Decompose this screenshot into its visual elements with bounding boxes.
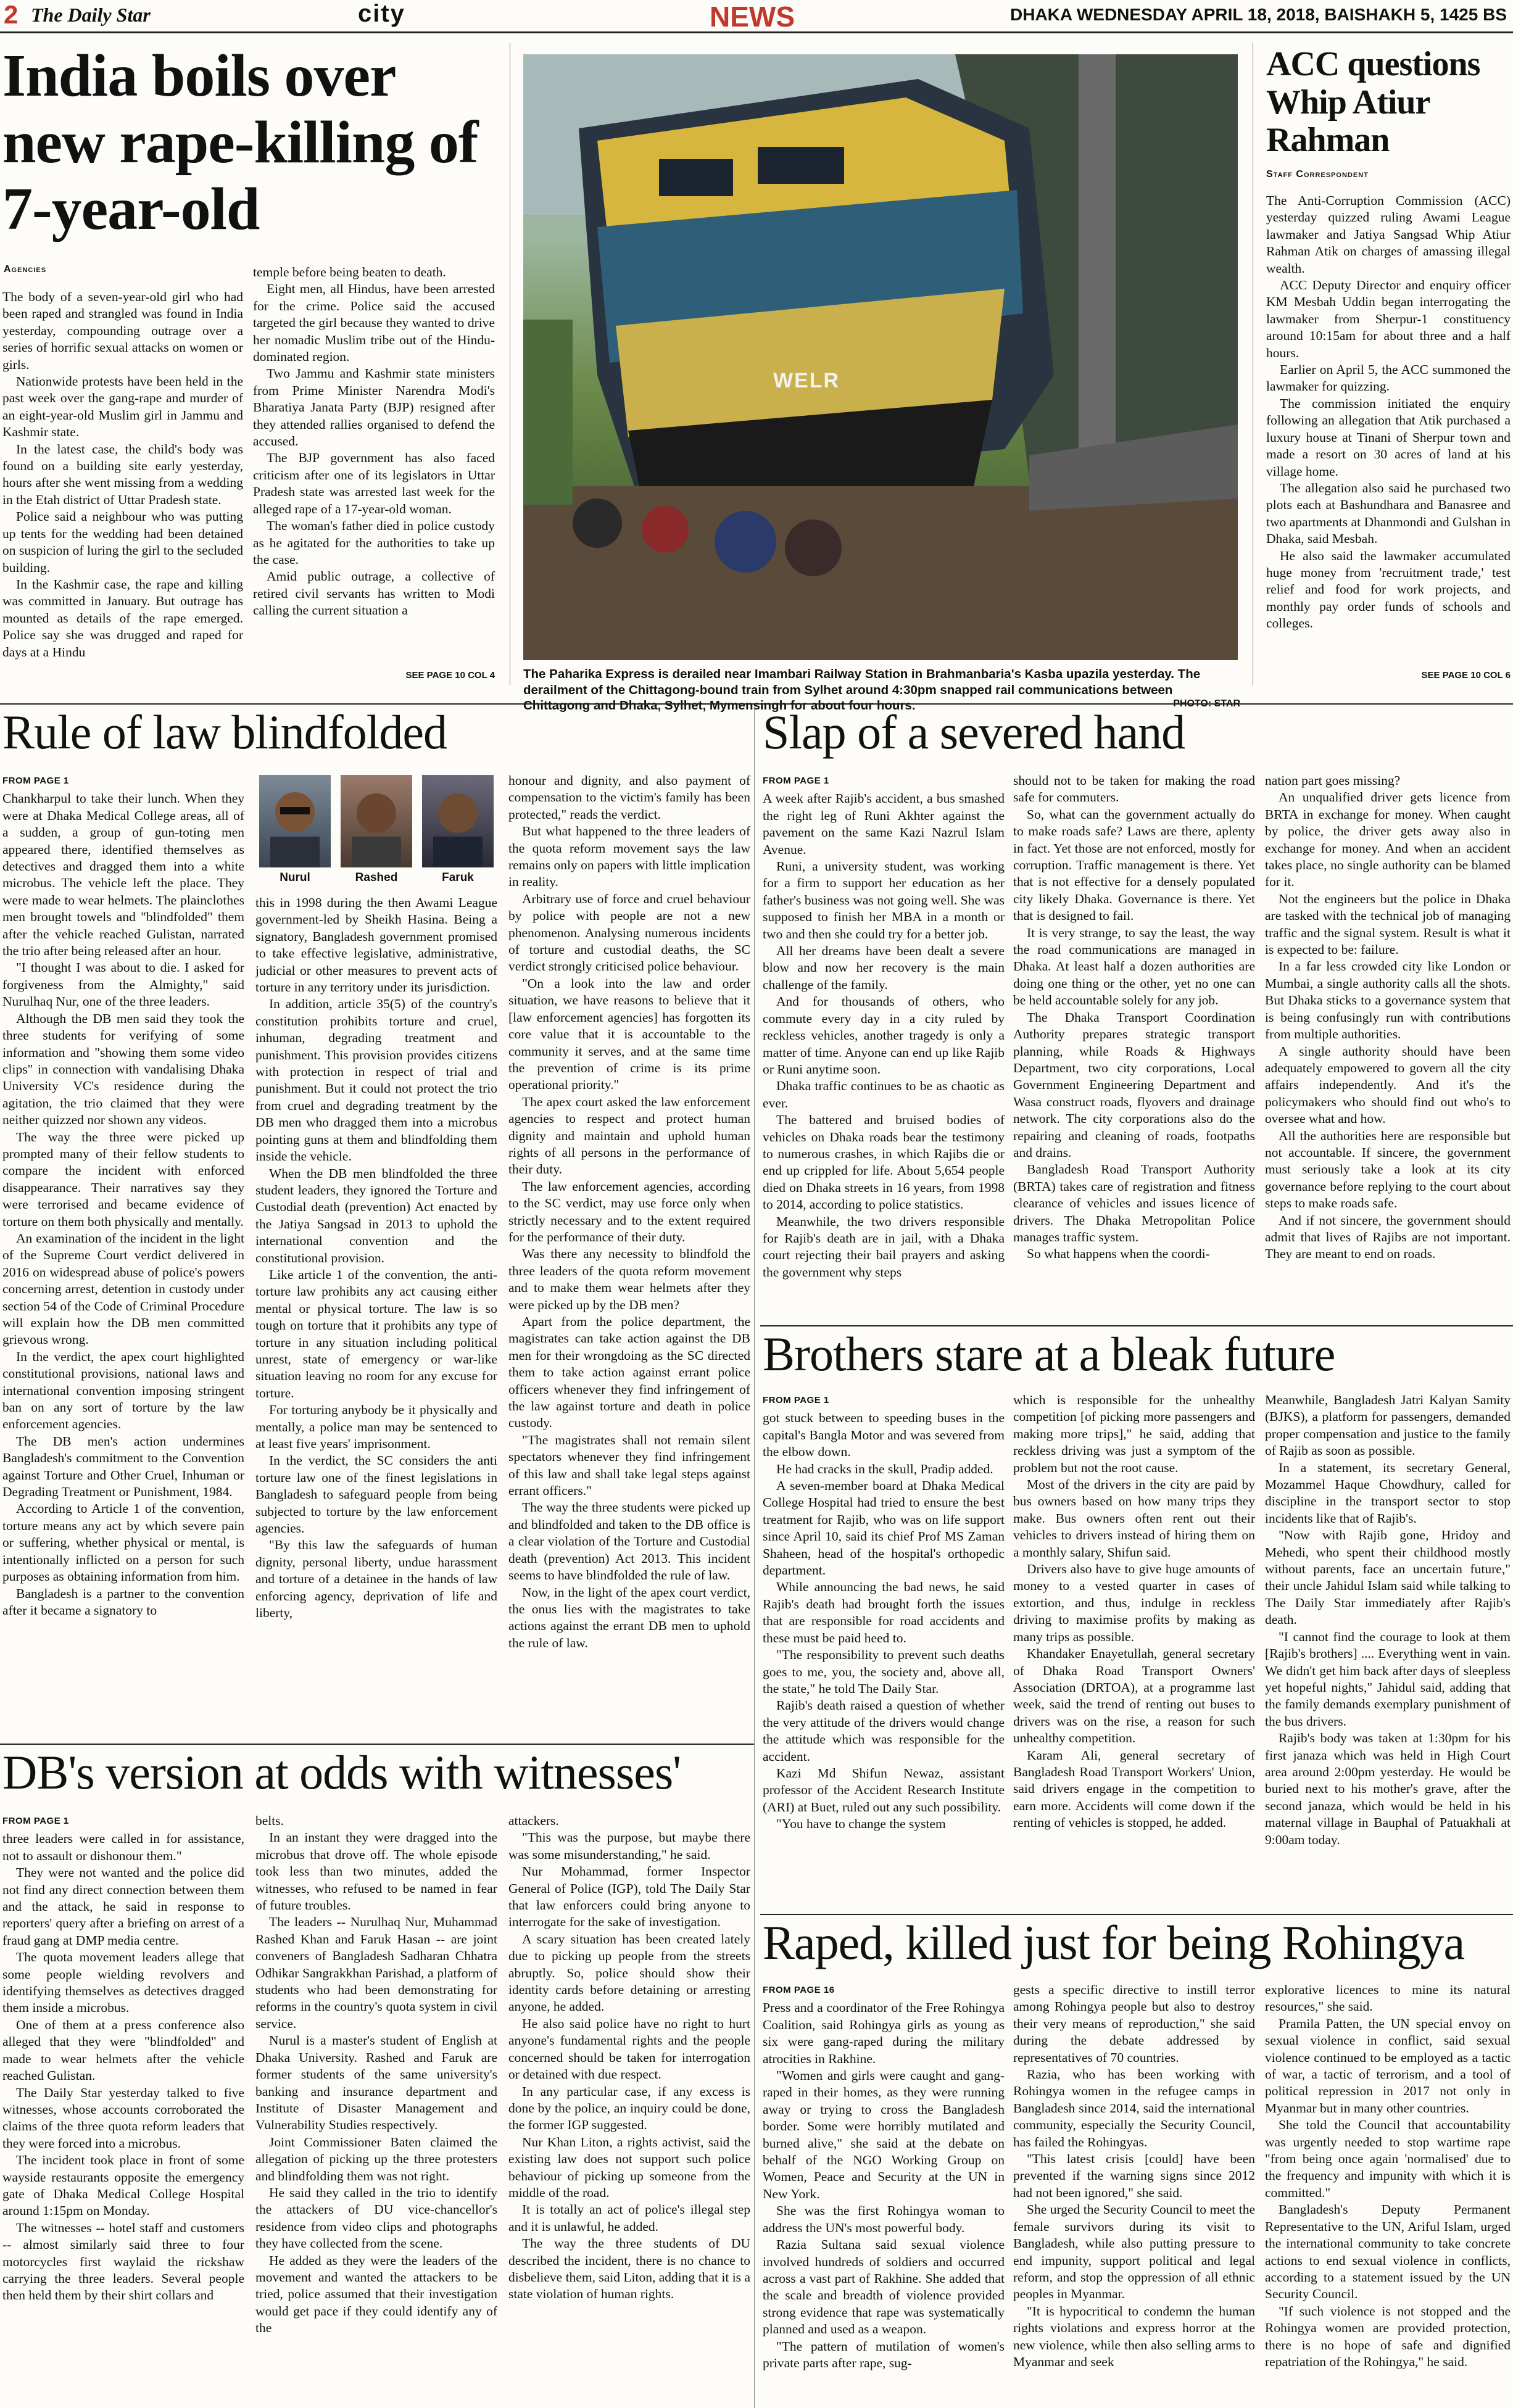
paragraph: So, what can the government actually do to make roads safe? Laws are there, aplenty in fact. Yet those are not enforced, mostly for corruption. Traffic management is there. Yet that is not effective for a densely populated city likely Dhaka. Governance is there. Yet that is designed to fail. <box>1013 806 1255 924</box>
paragraph: Pramila Patten, the UN special envoy on sexual violence in conflict, said sexual violence continued to be employed as a tactic of war, a tactic of terrorism, and a tool of political repression in 2017 not only in Myanmar but in many other countries. <box>1265 2016 1511 2116</box>
paragraph: "Women and girls were caught and gang-raped in their homes, as they were running away or trying to cross the Bangladesh border. Some were horribly mutilated and burned alive," she said at the debate on behalf of the NGO Working Group on Women, Peace and Security at the UN in New York. <box>763 2068 1005 2201</box>
paragraph: Rajib's body was taken at 1:30pm for his first janaza which was held in High Court area around 2:00pm yesterday. He would be buried next to his mother's grave, after the second janaza, which would be held in his maternal village in Bauphal of Patuakhali at 9:00am today. <box>1265 1731 1511 1847</box>
paragraph: The way the three students were picked up and blindfolded and taken to the DB office is a clear violation of the Torture and Custodial death (prevention) Act 2013. This incident seems to have blindfolded the rule of law. <box>508 1500 750 1583</box>
section-divider <box>760 1325 1513 1326</box>
paragraph: And if not sincere, the government should admit that lives of Rajibs are not important. They are meant to end on roads. <box>1265 1212 1511 1262</box>
paragraph: Kazi Md Shifun Newaz, assistant professor of the Accident Research Institute (ARI) at Buet, ruled out any such possibility. <box>763 1765 1005 1814</box>
paragraph: Most of the drivers in the city are paid by bus owners based on how many trips they make. Bus owners often rent out their vehicles to drivers instead of hiring them on a monthly salary, Shifun said. <box>1013 1477 1255 1560</box>
paragraph: Drivers also have to give huge amounts of money to a vested quarter in cases of extortion, and thus, indulge in reckless driving to maximise profits by making as many trips as possible. <box>1013 1562 1255 1644</box>
paragraph: belts. <box>255 1813 284 1828</box>
from-page-label: FROM PAGE 1 <box>763 1395 829 1405</box>
paragraph: He also said the lawmaker accumulated huge money from 'recruitment trade,' test relief and food for work projects, and monthly pay order funds of schools and colleges. <box>1266 548 1511 631</box>
paragraph: three leaders were called in for assistance, not to assault or dishonour them." <box>2 1831 244 1863</box>
paragraph: She told the Council that accountability was urgently needed to stop wartime rape "from being once again 'normalised' due to the frequency and impunity with which it is committed." <box>1265 2117 1511 2200</box>
dateline: DHAKA WEDNESDAY APRIL 18, 2018, BAISHAKH 5, 1425 BS <box>1010 5 1507 24</box>
acc-headline: ACC questions Whip Atiur Rahman <box>1266 45 1480 160</box>
photo-rashed <box>341 775 412 867</box>
slap-column-2 <box>1013 772 1255 1318</box>
paragraph: Was there any necessity to blindfold the three leaders of the quota reform movement and to make them wear helmets after they were picked up by the DB men? <box>508 1246 750 1312</box>
paragraph: The Anti-Corruption Commission (ACC) yesterday quizzed ruling Awami League lawmaker and Jatiya Sangsad Whip Atiur Rahman Atik on charges of amassing illegal wealth. <box>1266 193 1511 276</box>
paragraph: nation part goes missing? <box>1265 773 1401 788</box>
photo-name-rashed: Rashed <box>355 871 398 884</box>
paragraph: The Daily Star yesterday talked to five witnesses, whose accounts corroborated the claims of the three quota reform leaders that they were forced into a microbus. <box>2 2085 244 2151</box>
section-divider <box>0 703 1513 705</box>
india-continued[interactable]: SEE PAGE 10 COL 4 <box>405 670 495 681</box>
paragraph: Nurul is a master's student of English at Dhaka University. Rashed and Faruk are former students of the same university's banking and insurance department and Institute of Disaster Management and Vulnerability Studies respectively. <box>255 2033 497 2133</box>
rule-column-1 <box>2 772 244 1735</box>
paragraph: In the verdict, the apex court highlighted constitutional provisions, national laws and international convention imposing stringent ban on any sort of torture by the law enforcement agencies. <box>2 1349 244 1432</box>
paragraph: The apex court asked the law enforcement agencies to respect and protect human dignity and maintain and uphold human rights of all persons in the performance of their duty. <box>508 1094 750 1177</box>
section-label: city <box>358 0 405 27</box>
paragraph: "You have to change the system <box>776 1816 946 1832</box>
paragraph: "If such violence is not stopped and the Rohingya women are provided protection, there is no hope of safe and dignified repatriation of the Rohingya," he said. <box>1265 2303 1511 2369</box>
paragraph: temple before being beaten to death. <box>253 265 446 279</box>
india-headline: India boils over new rape-killing of 7-year-old <box>2 43 478 242</box>
paragraph: Although the DB men said they took the three students for verifying of some information and "showing them some video clips" in connection with vandalising Dhaka University VC's residence during the agitation, the trio claimed that they were neither quizzed nor shown any videos. <box>2 1011 244 1128</box>
paragraph: The way the three students of DU described the incident, there is no chance to disbelieve them, said Liton, adding that it is a state violation of human rights. <box>508 2236 750 2302</box>
paragraph: Razia, who has been working with Rohingya women in the refugee camps in Bangladesh since 2014, said the international community, especially the Security Council, has failed the Rohingyas. <box>1013 2067 1255 2149</box>
paragraph: So what happens when the coordi- <box>1027 1246 1210 1262</box>
paragraph: "By this law the safeguards of human dignity, personal liberty, undue harassment and torture of a detainee in the hands of law enforcing agency, deprivation of life and liberty, <box>255 1537 497 1621</box>
india-column-2 <box>253 264 495 671</box>
paragraph: They were not wanted and the police did not find any direct connection between them and the attack, he said in response to reporters' query after a briefing on arrest of a fraud gang at DMP media centre. <box>2 1865 244 1948</box>
paragraph: And for thousands of others, who commute every day in a city ruled by reckless vehicles, another tragedy is only a matter of time. Anyone can end up like Rajib or Runi anytime soon. <box>763 994 1005 1077</box>
db-headline: DB's version at odds with witnesses' <box>2 1745 681 1799</box>
paragraph: "The responsibility to prevent such deaths goes to me, you, the society and, above all, the state," he told The Daily Star. <box>763 1647 1005 1696</box>
paragraph: ACC Deputy Director and enquiry officer KM Mesbah Uddin began interrogating the lawmaker from Sherpur-1 constituency around 10:15am for about three and a half hours. <box>1266 278 1511 360</box>
paragraph: Apart from the police department, the magistrates can take action against the DB men for their wrongdoing as the SC directed them to take action against errant police officers whenever they find infringement of the law against torture and death in police custody. <box>508 1314 750 1431</box>
paragraph: Meanwhile, the two drivers responsible for Rajib's death are in jail, with a Dhaka court rejecting their bail prayers and asking the government why steps <box>763 1214 1005 1280</box>
paragraph: The witnesses -- hotel staff and customers -- almost similarly said three to four motorcycles first waylaid the rickshaw carrying the three leaders. Several people then held them by their shirt collars and <box>2 2220 244 2303</box>
paragraph: In a far less crowded city like London or Mumbai, a single authority calls all the shots. But Dhaka sticks to a governance system that is being confusingly run with contributions from multiple authorities. <box>1265 959 1511 1042</box>
paragraph: A scary situation has been created lately due to picking up people from the streets abruptly. So, police should show their identity cards before detaining or arresting anyone, he added. <box>508 1931 750 2014</box>
paragraph: Joint Commissioner Baten claimed the allegation of picking up the three protesters and blindfolding them was not right. <box>255 2134 497 2183</box>
acc-body <box>1266 192 1511 668</box>
paragraph: One of them at a press conference also alleged that they were "blindfolded" and made to wear helmets after the vehicle reached Gulistan. <box>2 2017 244 2083</box>
paragraph: He also said police have no right to hurt anyone's fundamental rights and the people concerned should be taken for interrogation or detained with due respect. <box>508 2016 750 2082</box>
db-column-1 <box>2 1813 244 2405</box>
paragraph: He had cracks in the skull, Pradip added. <box>776 1461 993 1476</box>
paragraph: Now, in the light of the apex court verdict, the onus lies with the magistrates to take actions against the errant DB men to uphold the rule of law. <box>508 1584 750 1650</box>
paragraph: For torturing anybody be it physically and mentally, a police man may be sentenced to at least five years' imprisonment. <box>255 1402 497 1451</box>
paragraph: The body of a seven-year-old girl who had been raped and strangled was found in India yesterday, compounding outrage over a series of horrific sexual attacks on women or girls. <box>2 289 243 372</box>
paragraph: In addition, article 35(5) of the country's constitution prohibits torture and cruel, inhuman, degrading treatment and punishment. This provision provides citizens with protection in respect of trial and punishment. But it could not protect the trio from cruel and degrading treatment by the DB men who dragged them into a microbus pointing guns at them and blindfolding them inside the vehicle. <box>255 996 497 1164</box>
paragraph: which is responsible for the unhealthy competition [of picking more passengers and making more trips]," he said, adding that reckless driving was just a symptom of the problem but not the root cause. <box>1013 1392 1255 1475</box>
db-column-2 <box>255 1813 497 2405</box>
paragraph: Bangladesh's Deputy Permanent Representative to the UN, Ariful Islam, urged the international community to take concrete actions to end sexual violence in conflicts, according to a statement issued by the UN Security Council. <box>1265 2202 1511 2302</box>
rohingya-headline: Raped, killed just for being Rohingya <box>763 1916 1465 1969</box>
paragraph: Bangladesh is a partner to the convention after it became a signatory to <box>2 1586 244 1618</box>
page-number: 2 <box>4 0 19 29</box>
paragraph: Amid public outrage, a collective of retired civil servants has written to Modi calling the current situation a <box>253 569 495 618</box>
paragraph: An examination of the incident in the light of the Supreme Court verdict delivered in 2016 on widespread abuse of police's powers concerning arrest, detention in custody under section 54 of the Code of Criminal Procedure will explain how the DB men committed grievous wrong. <box>2 1230 244 1347</box>
paragraph: "I thought I was about to die. I asked for forgiveness from the Almighty," said Nurulhaq Nur, one of the three leaders. <box>2 960 244 1009</box>
rule-column-2 <box>255 895 497 1735</box>
student-photos <box>255 775 499 892</box>
paragraph: The way the three were picked up prompted many of their fellow students to compare the incident with enforced disappearance. Their narratives say they were terrorised and became evidence of torture on them both physically and mentally. <box>2 1129 244 1229</box>
rule-headline: Rule of law blindfolded <box>2 705 447 759</box>
paragraph: should not to be taken for making the road safe for commuters. <box>1013 773 1255 805</box>
paragraph: He added as they were the leaders of the movement and wanted the attackers to be tried, police assumed that their investigation would get pace if they could identify any of the <box>255 2253 497 2336</box>
paragraph: In any particular case, if any excess is done by the police, an inquiry could be done, the former IGP suggested. <box>508 2083 750 2133</box>
paragraph: The law enforcement agencies, according to the SC verdict, may use force only when strictly necessary and to the extent required for the performance of their duty. <box>508 1178 750 1244</box>
paragraph: An unqualified driver gets licence from BRTA in exchange for money. When caught by police, the driver gets away also in exchange for money. And when an accident takes place, no single authority can be blamed for it. <box>1265 790 1511 890</box>
rohingya-column-1 <box>763 1982 1005 2405</box>
from-page-label: FROM PAGE 1 <box>2 776 69 786</box>
paragraph: The leaders -- Nurulhaq Nur, Muhammad Rashed Khan and Faruk Hasan -- are joint conveners of Bangladesh Sadharan Chhatra Odhikar Sangrakkhan Parishad, a platform of students who had been demonstrating for reforms in the country's quota system in civil service. <box>255 1914 497 2031</box>
section-center: NEWS <box>710 1 795 33</box>
paragraph: Meanwhile, Bangladesh Jatri Kalyan Samity (BJKS), a platform for passengers, demanded proper compensation and justice to the family of Rajib as soon as possible. <box>1265 1392 1511 1458</box>
from-page-label: FROM PAGE 1 <box>2 1816 69 1826</box>
paragraph: Khandaker Enayetullah, general secretary of Dhaka Road Transport Owners' Association (DRTOA), at a programme last week, said the trend of renting out buses to drivers was on the rise, a reason for such unhealthy competition. <box>1013 1646 1255 1746</box>
paragraph: honour and dignity, and also payment of compensation to the victim's family has been protected," reads the verdict. <box>508 773 750 822</box>
paragraph: The commission initiated the enquiry following an allegation that Atik purchased a luxury house at Tinani of Sherpur town and made a resort on 30 acres of land at his village home. <box>1266 395 1511 479</box>
paragraph: "On a look into the law and order situation, we have reasons to believe that it [law enforcement agencies] has forgotten its core value that it is accountable to the community it serves, and at the same time the prevention of crime is its prime operational priority." <box>508 975 750 1093</box>
brothers-column-1 <box>763 1392 1005 1904</box>
paragraph: Dhaka traffic continues to be as chaotic as ever. <box>763 1078 1005 1111</box>
paragraph: While announcing the bad news, he said Rajib's death had brought forth the issues that are responsible for road accidents and these must be paid heed to. <box>763 1579 1005 1645</box>
slap-headline: Slap of a severed hand <box>763 705 1185 759</box>
paragraph: All the authorities here are responsible but not accountable. If sincere, the government must seriously take a look at its city governance before replying to the court about steps to make roads safe. <box>1265 1128 1511 1211</box>
brothers-column-2 <box>1013 1392 1255 1904</box>
paragraph: A seven-member board at Dhaka Medical College Hospital had tried to ensure the best treatment for Rajib, who was on life support since April 10, said its chief Prof MS Zaman Shaheen, head of the hospital's orthopedic department. <box>763 1478 1005 1578</box>
slap-column-3 <box>1265 772 1511 1318</box>
paragraph: She was the first Rohingya woman to address the UN's most powerful body. <box>763 2203 1005 2235</box>
paragraph: Runi, a university student, was working for a firm to support her education as her father's business was not going well. She was supposed to finish her MBA in a month or two and then she could try for a better job. <box>763 859 1005 941</box>
paragraph: It is totally an act of police's illegal step and it is unlawful, he added. <box>508 2202 750 2234</box>
paragraph: A week after Rajib's accident, a bus smashed the right leg of Runi Akhter against the pavement on the same Kazi Nazrul Islam Avenue. <box>763 791 1005 857</box>
paragraph: Nationwide protests have been held in the past week over the gang-rape and murder of an eight-year-old Muslim girl in Jammu and Kashmir state. <box>2 374 243 440</box>
paragraph: The Dhaka Transport Coordination Authority prepares strategic transport planning, while Roads & Highways Department, two city corporations, Local Government Engineering Department and Wasa construct roads, flyovers and drainage network. The city corporations also do the repairing and cleaning of roads, footpaths and drains. <box>1013 1009 1255 1160</box>
rohingya-column-3 <box>1265 1982 1511 2405</box>
paragraph: explorative licences to mine its natural resources," she said. <box>1265 1982 1511 2014</box>
section-divider <box>760 1914 1513 1915</box>
paragraph: gests a specific directive to instill terror among Rohingya people but also to destroy their very means of reproduction," she said during the debate addressed by representatives of 70 countries. <box>1013 1982 1255 2065</box>
paragraph: "This latest crisis [could] have been prevented if the warning signs since 2012 had not been ignored," she said. <box>1013 2151 1255 2200</box>
paragraph: It is very strange, to say the least, the way the road communications are managed in Dhaka. At least half a dozen authorities are doing one thing or the other, yet no one can be held accountable solely for any job. <box>1013 925 1255 1008</box>
db-column-3 <box>508 1813 750 2405</box>
paragraph: Press and a coordinator of the Free Rohingya Coalition, said Rohingya girls as young as six were gang-raped during the military atrocities in Rakhine. <box>763 2000 1005 2066</box>
paragraph: She urged the Security Council to meet the female survivors during its visit to Bangladesh, while also putting pressure to end impunity, support political and legal reform, and stop the oppression of all ethnic peoples in Myanmar. <box>1013 2202 1255 2302</box>
paragraph: Karam Ali, general secretary of Bangladesh Road Transport Workers' Union, said drivers engage in the competition to earn more. Accidents will come down if the renting of vehicles is stopped, he added. <box>1013 1747 1255 1831</box>
acc-continued[interactable]: SEE PAGE 10 COL 6 <box>1421 670 1511 681</box>
paragraph: Like article 1 of the convention, the anti-torture law prohibits any act causing either mental or physical torture. The law is so tough on torture that it prohibits any type of torture in any situation including political unrest, state of emergency or war-like situation leaving no room for any excuse for torture. <box>255 1267 497 1401</box>
paragraph: Bangladesh Road Transport Authority (BRTA) takes care of registration and fitness clearance of vehicles and issues licence of drivers. The Dhaka Metropolitan Police manages traffic system. <box>1013 1162 1255 1244</box>
portrait-icon <box>341 775 412 867</box>
paragraph: In the latest case, the child's body was found on a building site early yesterday, hours after she went missing from a wedding in the Etah district of Uttar Pradesh state. <box>2 441 243 507</box>
paragraph: Nur Mohammad, former Inspector General of Police (IGP), told The Daily Star that law enforcers could bring anyone to interrogate for the sake of investigation. <box>508 1864 750 1930</box>
paragraph: Eight men, all Hindus, have been arrested for the crime. Police said the accused targeted the girl because they wanted to drive her nomadic Muslim tribe out of the Hindu-dominated region. <box>253 281 495 365</box>
paragraph: Arbitrary use of force and cruel behaviour by police with people are not a new phenomenon. Analysing numerous incidents of torture and custodial deaths, the SC verdict strongly criticised police behaviour. <box>508 891 750 974</box>
paragraph: The DB men's action undermines Bangladesh's commitment to the Convention against Torture and Other Cruel, Inhuman or Degrading Treatment or Punishment, 1984. <box>2 1433 244 1500</box>
paragraph: In an instant they were dragged into the microbus that drove off. The whole episode took less than two minutes, added the witnesses, who refused to be named in fear of future troubles. <box>255 1830 497 1913</box>
locomotive-label: WELR <box>773 369 840 392</box>
paragraph: "The magistrates shall not remain silent spectators whenever they find infringement of this law and shall take legal steps against errant officers." <box>508 1432 750 1499</box>
paragraph: In the verdict, the SC considers the anti torture law one of the finest legislations in Bangladesh to safeguard people from being subjected to torture by the law enforcement agencies. <box>255 1453 497 1536</box>
paragraph: But what happened to the three leaders of the quota reform movement says the law remains only on papers with little implication in reality. <box>508 824 750 890</box>
paragraph: Rajib's death raised a question of whether the very attitude of the drivers would change the attitude which was responsible for the accident. <box>763 1698 1005 1764</box>
paragraph: Nur Khan Liton, a rights activist, said the existing law does not support such police behaviour of picking up someone from the middle of the road. <box>508 2134 750 2200</box>
from-page-label: FROM PAGE 1 <box>763 776 829 786</box>
paragraph: Razia Sultana said sexual violence involved hundreds of soldiers and occurred across a vast part of Rakhine. She added that the scale and breadth of violence provided strong evidence that rape was systematically planned and used as a weapon. <box>763 2237 1005 2337</box>
paragraph: "The pattern of mutilation of women's private parts after rape, sug- <box>763 2338 1005 2370</box>
rohingya-column-2 <box>1013 1982 1255 2405</box>
acc-byline: Staff Correspondent <box>1266 169 1369 180</box>
derailed-train-illustration <box>523 54 1238 660</box>
paragraph: Not the engineers but the police in Dhaka are tasked with the technical job of managing traffic and the signal system. Result is what it is expected to be: failure. <box>1265 891 1511 958</box>
paragraph: Police said a neighbour who was putting up tents for the wedding had been detained on suspicion of luring the girl to the secluded building. <box>2 509 243 575</box>
paragraph: this in 1998 during the then Awami League government-led by Sheikh Hasina. Being a signatory, Bangladesh government promised to take effective legislative, administrative, judicial or other measures to prevent acts of torture in any territory under its jurisdiction. <box>255 895 497 995</box>
paragraph: He said they called in the trio to identify the attackers of DU vice-chancellor's residence from video clips and photographs they have collected from the scene. <box>255 2185 497 2251</box>
slap-column-1 <box>763 772 1005 1318</box>
masthead <box>0 0 1513 33</box>
paragraph: Earlier on April 5, the ACC summoned the lawmaker for quizzing. <box>1266 362 1511 394</box>
brothers-headline: Brothers stare at a bleak future <box>763 1327 1335 1381</box>
column-divider <box>754 707 755 2408</box>
photo-nurul <box>259 775 331 867</box>
paragraph: got stuck between to speeding buses in the capital's Bangla Motor and was severed from the elbow down. <box>763 1410 1005 1460</box>
paragraph: The woman's father died in police custody as he agitated for the authorities to take up the case. <box>253 518 495 567</box>
paragraph: "I cannot find the courage to look at them [Rajib's brothers] .... Everything went in vain. We didn't get him back after days of sleepless yet hopeful nights," Jahidul said, adding that the family demands exemplary punishment of the bus drivers. <box>1265 1629 1511 1729</box>
brothers-column-3 <box>1265 1392 1511 1904</box>
paragraph: "This was the purpose, but maybe there was some misunderstanding," he said. <box>508 1830 750 1862</box>
india-byline: Agencies <box>4 264 47 275</box>
section-divider <box>0 1744 754 1745</box>
paragraph: Two Jammu and Kashmir state ministers from Prime Minister Narendra Modi's Bharatiya Janata Party (BJP) resigned after they attended rallies organised to defend the accused. <box>253 366 495 449</box>
caption-text: The Paharika Express is derailed near Imambari Railway Station in Brahmanbaria's Kasba upazila yesterday. The derailment of the Chittagong-bound train from Sylhet around 4:30pm snapped rail communications between Chittagong and Dhaka, Sylhet, Mymensingh for about four hours. <box>523 667 1201 713</box>
paragraph: "Now with Rajib gone, Hridoy and Mehedi, who spent their childhood mostly without parents, face an uncertain future," their uncle Jahidul Islam said while talking to The Daily Star immediately after Rajib's death. <box>1265 1528 1511 1628</box>
portrait-icon <box>259 775 331 867</box>
paragraph: The allegation also said he purchased two plots each at Bashundhara and Banasree and two apartments at Dhanmondi and Gulshan in Dhaka, said Mesbah. <box>1266 480 1511 547</box>
photo-faruk <box>422 775 494 867</box>
india-column-1 <box>2 289 243 690</box>
from-page-label: FROM PAGE 16 <box>763 1985 835 1995</box>
paragraph: "It is hypocritical to condemn the human rights violations and express horror at the new violence, while then also selling arms to Myanmar and seek <box>1013 2303 1255 2369</box>
paragraph: The BJP government has also faced criticism after one of its legislators in Uttar Pradesh state was arrested last week for the alleged rape of a 17-year-old woman. <box>253 450 495 516</box>
train-photo <box>523 54 1238 660</box>
paragraph: A single authority should have been adequately empowered to govern all the city affairs independently. And it's the policymakers who should find out who's to oversee what and how. <box>1265 1043 1511 1127</box>
paragraph: The quota movement leaders allege that some people wielding revolvers and identifying themselves as detectives dragged them inside a microbus. <box>2 1950 244 2016</box>
paragraph: All her dreams have been dealt a severe blow and now her recovery is the main challenge of the family. <box>763 943 1005 992</box>
paragraph: When the DB men blindfolded the three student leaders, they ignored the Torture and Custodial death (prevention) Act enacted by the Jatiya Sangsad in 2013 to uphold the international convention and the constitutional provision. <box>255 1165 497 1265</box>
paragraph: attackers. <box>508 1813 559 1828</box>
paragraph: The incident took place in front of some wayside restaurants opposite the emergency gate of Dhaka Medical College Hospital around 1:15pm on Monday. <box>2 2153 244 2219</box>
paragraph: The battered and bruised bodies of vehicles on Dhaka roads bear the testimony to numerous crashes, in which Rajibs die or end up crippled for life. About 5,654 people died on Dhaka streets in 16 years, from 1998 to 2014, according to police statistics. <box>763 1112 1005 1212</box>
paragraph: In a statement, its secretary General, Mozammel Haque Chowdhury, called for discipline in the transport sector to stop incidents like that of Rajib's. <box>1265 1460 1511 1526</box>
photo-name-faruk: Faruk <box>442 871 474 884</box>
photo-name-nurul: Nurul <box>280 871 310 884</box>
paper-name: The Daily Star <box>31 4 151 26</box>
photo-credit: PHOTO: STAR <box>1173 698 1240 709</box>
rule-column-3 <box>508 772 750 1735</box>
portrait-icon <box>422 775 494 867</box>
paragraph: According to Article 1 of the convention, torture means any act by which severe pain or suffering, whether physical or mental, is intentionally inflicted on a person for such purposes as obtaining information from him. <box>2 1501 244 1584</box>
paragraph: Chankharpul to take their lunch. When they were at Dhaka Medical College areas, all of a sudden, a group of gun-toting men appeared there, identified themselves as detectives and dragged them into a white microbus. The vehicle left the place. They were made to wear helmets. The plainclothes men brought towels and "blindfolded" them after the vehicle reached Gulistan, narrated the trio after being released after an hour. <box>2 791 244 959</box>
paragraph: In the Kashmir case, the rape and killing was committed in January. But outrage has mounted as details of the rape emerged. Police say she was drugged and raped for days at a Hindu <box>2 576 243 660</box>
